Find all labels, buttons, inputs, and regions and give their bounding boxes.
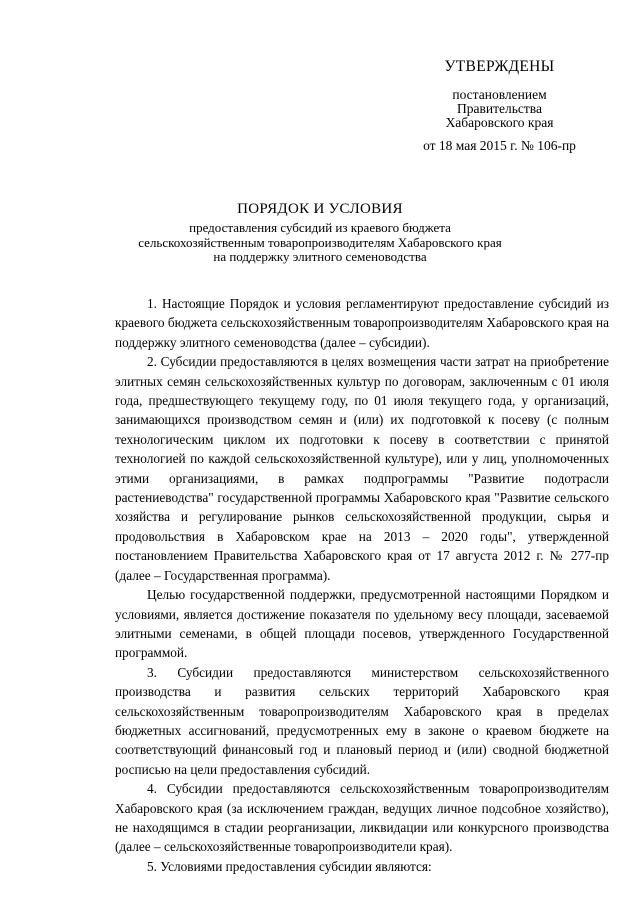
paragraph-5: 5. Условиями предоставления субсидии являются: <box>147 858 432 874</box>
document-body <box>115 294 609 876</box>
paragraph-4: 4. Субсидии предоставляются сельскохозяйственным товаропроизводителям Хабаровского края (за исключением граждан, ведущих личное подсобное хозяйство), не находящимся в стадии реорганизации, ликвидации или конкурсного производства (далее – сельскохозяйственные товаропроизводители края). <box>115 781 609 855</box>
subtitle-line: на поддержку элитного семеноводства <box>213 249 427 264</box>
document-title: ПОРЯДОК И УСЛОВИЯ <box>237 201 403 217</box>
approval-block <box>392 58 607 153</box>
paragraph-2: 2. Субсидии предоставляются в целях возмещения части затрат на приобретение элитных семян сельскохозяйственных культур по договорам, заключенным с 01 июля года, предшествующего текущему году, по 01 июля текущего года, у организаций, занимающихся производством семян и (или) их подготовкой к посеву (с полным технологическим циклом их подготовки к посеву в соответствии с принятой технологией по каждой сельскохозяйственной культуре), или у лиц, уполномоченных этими организациями, в рамках подпрограммы "Развитие подотрасли растениеводства" государственной программы Хабаровского края "Развитие сельского хозяйства и регулирование рынков сельскохозяйственной продукции, сырья и продовольствия в Хабаровском крае на 2013 – 2020 годы", утвержденной постановлением Правительства Хабаровского края от 17 августа 2012 г. № 277-пр (далее – Государственная программа). <box>115 354 609 583</box>
subtitle-line: сельскохозяйственным товаропроизводителям Хабаровского края <box>138 234 502 250</box>
approval-label: УТВЕРЖДЕНЫ <box>444 58 555 75</box>
approval-date: от 18 мая 2015 г. № 106-пр <box>423 138 576 153</box>
paragraph-1: 1. Настоящие Порядок и условия регламентируют предоставление субсидий из краевого бюджета сельскохозяйственным товаропроизводителям Хабаровского края на поддержку элитного семеноводства (далее – субсидии). <box>115 296 609 350</box>
subtitle-line: предоставления субсидий из краевого бюджета <box>189 220 451 235</box>
approval-line-2: Правительства <box>457 101 542 116</box>
paragraph-3: 3. Субсидии предоставляются министерством сельскохозяйственного производства и развития сельских территорий Хабаровского края сельскохозяйственным товаропроизводителям Хабаровского края в пределах бюджетных ассигнований, предусмотренных ему в законе о краевом бюджете на соответствующий финансовый год и плановый период и (или) сводной бюджетной росписью на цели предоставления субсидий. <box>115 664 609 777</box>
approval-line-3: Хабаровского края <box>445 115 554 130</box>
document-subtitle <box>90 221 550 265</box>
approval-line-1: постановлением <box>452 87 547 102</box>
paragraph-2-goal: Целью государственной поддержки, предусмотренной настоящими Порядком и условиями, является достижение показателя по удельному весу площади, засеваемой элитными семенами, в общей площади посевов, утвержденного Государственной программой. <box>115 587 609 661</box>
